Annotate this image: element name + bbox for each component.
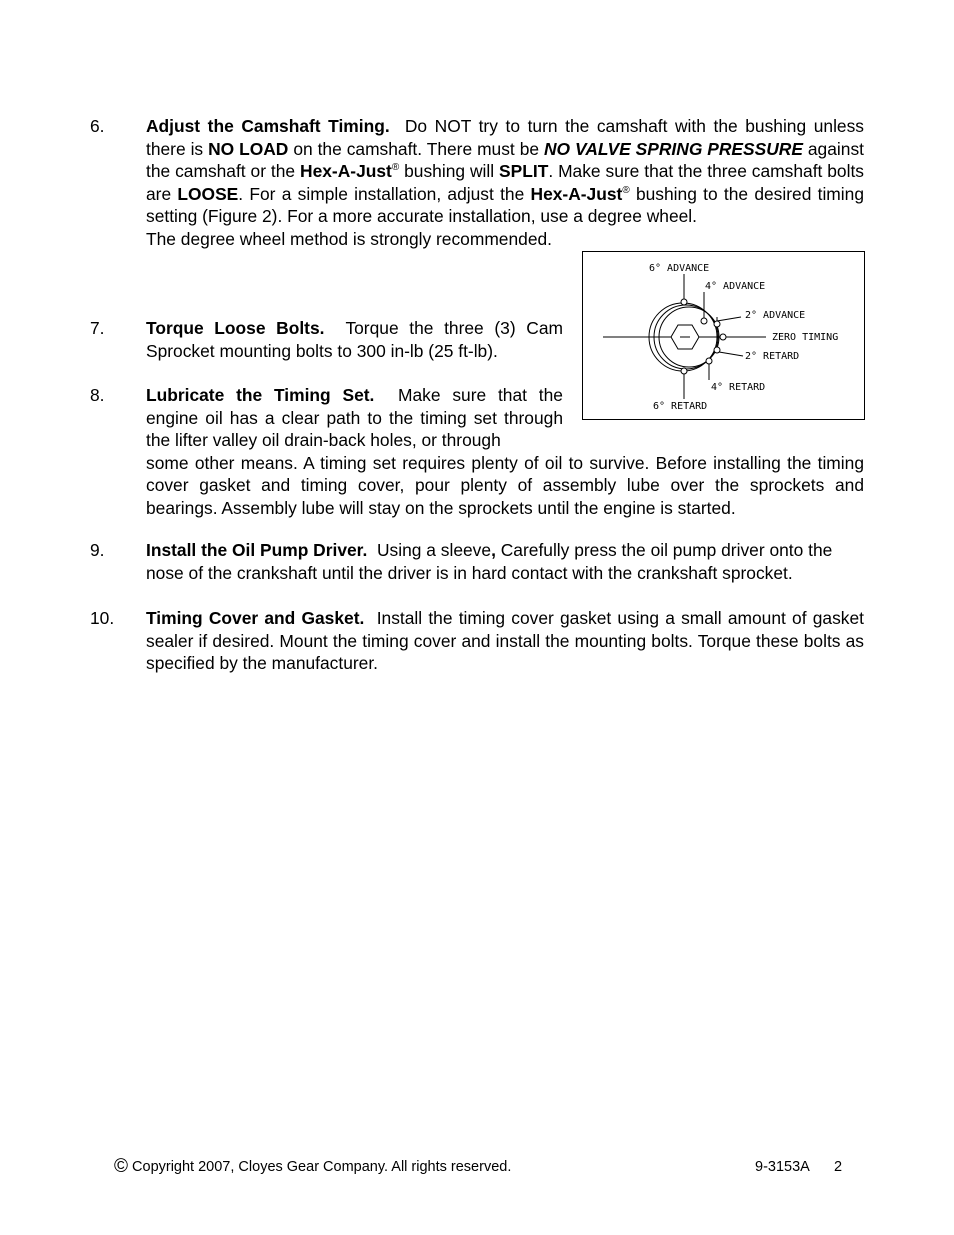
footer-copyright [114,1157,511,1177]
step-10 [90,607,864,677]
step-title: Torque Loose Bolts. [146,318,325,338]
emphasis-loose: LOOSE [177,183,239,204]
marker-6-retard [681,368,687,374]
emphasis-no-load: NO LOAD [208,138,289,159]
step-text: Install the timing cover gasket using a small amount of gasket sealer if desired. Mount the timing cover and install the mounting bolts. Torque these bolts as specified by the manufacturer. [146,608,864,673]
label-6-advance: 6° ADVANCE [649,263,710,274]
label-zero-timing: ZERO TIMING [772,332,839,343]
step-text: bushing to the desired timing setting (Figure 2). For a more accurate installation, use a degree wheel. [146,183,865,226]
copyright-text: Copyright 2007, Cloyes Gear Company. All rights reserved. [132,1159,512,1175]
emphasis-no-valve-spring-pressure: NO VALVE SPRING PRESSURE [543,138,803,159]
step-number: 10. [90,608,115,628]
step-number: 6. [90,116,105,136]
step-text: Torque the three (3) Cam Sprocket mounting bolts to 300 in-lb (25 ft-lb). [146,318,563,361]
label-2-advance: 2° ADVANCE [745,310,806,321]
step-text-comma: , [491,540,496,560]
step-number: 8. [90,385,105,405]
step-title: Install the Oil Pump Driver. [146,540,368,560]
label-4-advance: 4° ADVANCE [705,281,766,292]
step-7 [90,317,864,367]
step-text: Using a sleeve [376,540,492,560]
footer-doc-number: 9-3153A [755,1159,810,1175]
label-2-retard: 2° RETARD [745,351,800,362]
step-body [146,317,563,362]
step-text-recommendation: The degree wheel method is strongly recommended. [146,228,552,249]
step-body [146,539,864,584]
label-4-retard: 4° RETARD [711,382,766,393]
step-title: Timing Cover and Gasket. [146,608,365,628]
step-text: on the camshaft. There must be [293,138,540,159]
registered-mark: ® [391,162,400,173]
copyright-symbol: © [114,1156,128,1177]
step-number: 7. [90,318,105,338]
step-body [146,115,864,250]
label-6-retard: 6° RETARD [653,401,708,412]
step-text: bushing will [404,161,495,181]
step-title: Adjust the Camshaft Timing. [146,116,390,136]
step-text: . For a simple installation, adjust the [238,183,525,204]
step-text: Carefully press the oil pump driver onto the nose of the crankshaft until the driver is in hard contact with the crankshaft sprocket. [146,540,833,583]
step-text: Make sure that the engine oil has a clear path to the timing set through the lifter valley oil drain-back holes, or through [146,385,563,450]
step-text: Do NOT try to turn the camshaft with the bushing unless there is [146,116,864,159]
step-text: against the camshaft or the [146,138,864,181]
marker-6-advance [681,299,687,305]
step-8 [90,384,864,524]
step-body [146,607,864,675]
step-9 [90,539,864,589]
step-text-wrapped [146,384,563,452]
step-text-full: some other means. A timing set requires plenty of oil to survive. Before installing the timing cover gasket and timing cover, pour plenty of assembly lube over the sprockets and bearings. Assembly lube will stay on the sprockets until the engine is started. [146,452,864,518]
step-text: . Make sure that the three camshaft bolts are [146,161,864,204]
step-number: 9. [90,540,105,560]
step-body [146,384,864,519]
step-title: Lubricate the Timing Set. [146,385,375,405]
emphasis-split: SPLIT [499,161,549,181]
brand-hex-a-just: Hex-A-Just [300,161,392,181]
footer-page-number: 2 [834,1159,843,1175]
registered-mark: ® [622,184,630,196]
brand-hex-a-just: Hex-A-Just [530,183,623,204]
